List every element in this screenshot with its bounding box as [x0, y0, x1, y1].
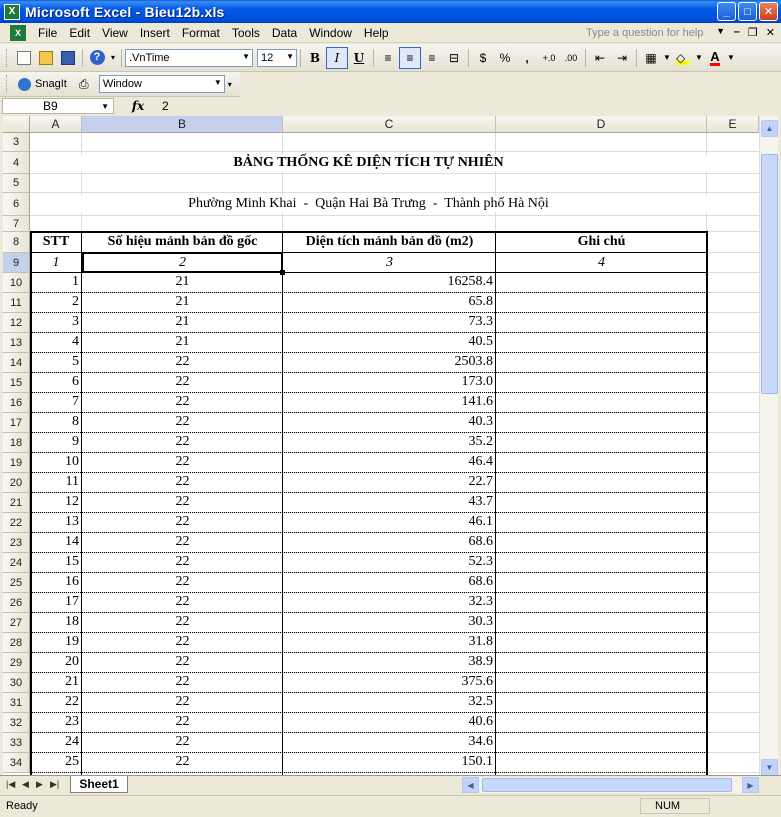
area-cell[interactable]: 40.5: [468, 334, 493, 349]
comma-button[interactable]: ,: [525, 50, 529, 65]
row-header-21[interactable]: 21: [3, 493, 30, 513]
table-border-vertical: [81, 231, 82, 775]
chevron-down-icon[interactable]: ▼: [695, 53, 703, 62]
column-header-e[interactable]: E: [707, 116, 759, 133]
sheet-subtitle: Phường Minh Khai - Quận Hai Bà Trưng - Thành phố Hà Nội: [30, 196, 707, 212]
row-header-19[interactable]: 19: [3, 453, 30, 473]
toolbar-options-icon[interactable]: ▾: [110, 53, 115, 62]
sheet-number-cell[interactable]: 21: [175, 314, 190, 329]
area-cell[interactable]: 40.3: [468, 414, 493, 429]
table-row-divider: [30, 552, 707, 553]
area-cell[interactable]: 34.6: [468, 734, 493, 749]
area-cell[interactable]: 68.6: [468, 574, 493, 589]
scroll-left-button[interactable]: ◀: [462, 777, 479, 793]
sheet-number-cell[interactable]: 22: [175, 494, 190, 509]
stt-cell[interactable]: 20: [65, 654, 79, 669]
currency-button[interactable]: $: [479, 50, 487, 65]
row-header-8[interactable]: 8: [3, 232, 30, 253]
stt-cell[interactable]: 9: [72, 434, 79, 449]
scroll-right-button[interactable]: ▶: [742, 777, 759, 793]
name-box[interactable]: [2, 98, 114, 114]
row-header-33[interactable]: 33: [3, 733, 30, 753]
sheet-number-cell[interactable]: 22: [175, 574, 190, 589]
minimize-button[interactable]: _: [717, 2, 736, 21]
table-row-divider: [30, 592, 707, 593]
name-box-value: B9: [43, 99, 58, 113]
sheet-number-cell[interactable]: 22: [175, 414, 190, 429]
row-header-5[interactable]: 5: [3, 174, 30, 193]
sheet-number-cell[interactable]: 22: [175, 714, 190, 729]
row-header-18[interactable]: 18: [3, 433, 30, 453]
doc-close-button[interactable]: ✕: [765, 27, 775, 39]
gridline: [30, 215, 759, 216]
scroll-down-button[interactable]: ▼: [761, 759, 778, 776]
area-cell[interactable]: 141.6: [461, 394, 493, 409]
window-title: Microsoft Excel - Bieu12b.xls: [25, 3, 225, 20]
sheet-number-cell[interactable]: 22: [175, 554, 190, 569]
area-cell[interactable]: 40.6: [468, 714, 493, 729]
scroll-thumb[interactable]: [482, 778, 732, 792]
chevron-down-icon[interactable]: ▼: [663, 53, 671, 62]
scroll-thumb[interactable]: [761, 154, 778, 394]
table-row-divider: [30, 452, 707, 453]
sheet-number-cell[interactable]: 22: [175, 694, 190, 709]
table-border-vertical: [30, 231, 32, 775]
font-name-select[interactable]: [125, 49, 253, 67]
sheet-number-cell[interactable]: 22: [175, 594, 190, 609]
area-cell[interactable]: 150.1: [461, 754, 493, 769]
horizontal-scrollbar[interactable]: [462, 777, 759, 793]
stt-cell[interactable]: 21: [65, 674, 79, 689]
menu-edit[interactable]: Edit: [69, 25, 91, 40]
table-border-vertical: [282, 231, 283, 775]
gridline: [30, 173, 759, 174]
next-sheet-button[interactable]: ▶: [36, 779, 43, 789]
table-row-divider: [30, 532, 707, 533]
row-header-22[interactable]: 22: [3, 513, 30, 533]
fill-handle[interactable]: [280, 270, 285, 275]
stt-cell[interactable]: 8: [72, 414, 79, 429]
toolbar-grip[interactable]: [6, 75, 9, 93]
fill-color-icon[interactable]: ◇: [672, 47, 694, 69]
borders-icon[interactable]: ▦: [645, 50, 657, 65]
column-header-d[interactable]: D: [496, 116, 707, 133]
open-icon[interactable]: [35, 47, 57, 69]
row-header-14[interactable]: 14: [3, 353, 30, 373]
area-cell[interactable]: 52.3: [468, 554, 493, 569]
sheet-number-cell[interactable]: 22: [175, 614, 190, 629]
underline-button[interactable]: U: [353, 50, 365, 65]
area-cell[interactable]: 32.3: [468, 594, 493, 609]
area-cell[interactable]: 22.7: [468, 474, 493, 489]
table-row-divider: [30, 732, 707, 733]
row-header-34[interactable]: 34: [3, 753, 30, 773]
stt-cell[interactable]: 11: [65, 474, 79, 489]
area-cell[interactable]: 32.5: [468, 694, 493, 709]
row-header-11[interactable]: 11: [3, 293, 30, 313]
chevron-down-icon[interactable]: ▼: [727, 53, 735, 62]
gridline: [30, 151, 759, 152]
formula-bar: [0, 97, 781, 115]
sheet-number-cell[interactable]: 22: [175, 534, 190, 549]
sheet-tab-bar: [0, 775, 781, 794]
gridline: [30, 192, 759, 193]
table-header-cell: STT: [42, 234, 70, 249]
save-icon[interactable]: [57, 47, 79, 69]
stt-cell[interactable]: 17: [65, 594, 79, 609]
area-cell[interactable]: 30.3: [468, 614, 493, 629]
table-header-cell: Ghi chú: [577, 234, 626, 249]
status-ready: Ready: [6, 800, 38, 812]
area-cell[interactable]: 73.3: [468, 314, 493, 329]
column-index-cell[interactable]: 2: [179, 255, 186, 270]
stt-cell[interactable]: 7: [72, 394, 79, 409]
first-sheet-button[interactable]: |◀: [6, 779, 16, 789]
sheet-number-cell[interactable]: 22: [175, 374, 190, 389]
excel-icon[interactable]: X: [4, 4, 20, 20]
area-cell[interactable]: 173.0: [461, 374, 493, 389]
doc-restore-button[interactable]: ❐: [747, 27, 758, 39]
table-border-vertical: [495, 231, 496, 775]
table-row-divider: [30, 292, 707, 293]
row-header-13[interactable]: 13: [3, 333, 30, 353]
sheet-number-cell[interactable]: 22: [175, 354, 190, 369]
workbook-icon[interactable]: X: [10, 25, 26, 41]
row-header-20[interactable]: 20: [3, 473, 30, 493]
table-row-divider: [30, 372, 707, 373]
spreadsheet-grid[interactable]: [3, 116, 759, 775]
row-header-15[interactable]: 15: [3, 373, 30, 393]
area-cell[interactable]: 46.4: [468, 454, 493, 469]
chevron-down-icon: ▼: [101, 102, 109, 111]
align-center-icon[interactable]: ≡: [399, 47, 421, 69]
table-row-divider: [30, 492, 707, 493]
area-cell[interactable]: 43.7: [468, 494, 493, 509]
area-cell[interactable]: 16258.4: [447, 274, 493, 289]
table-row-divider: [30, 632, 707, 633]
area-cell[interactable]: 375.6: [461, 674, 493, 689]
column-header-b[interactable]: B: [82, 116, 283, 133]
table-row-divider: [30, 652, 707, 653]
snagit-button[interactable]: SnagIt: [35, 78, 67, 90]
row-header-7[interactable]: 7: [3, 216, 30, 232]
percent-button[interactable]: %: [499, 50, 511, 65]
align-right-icon[interactable]: ≡: [428, 50, 436, 65]
stt-cell[interactable]: 1: [72, 274, 79, 289]
num-lock-indicator: NUM: [640, 798, 710, 814]
insert-function-button[interactable]: fx: [131, 99, 145, 113]
row-header-9[interactable]: 9: [3, 253, 30, 273]
menu-window[interactable]: Window: [309, 25, 352, 40]
formula-input[interactable]: 2: [162, 99, 169, 113]
sheet-number-cell[interactable]: 21: [175, 274, 190, 289]
sheet-number-cell[interactable]: 22: [175, 754, 190, 769]
row-header-16[interactable]: 16: [3, 393, 30, 413]
chevron-down-icon[interactable]: ▼: [716, 26, 725, 36]
row-header-30[interactable]: 30: [3, 673, 30, 693]
close-button[interactable]: ✕: [759, 2, 778, 21]
area-cell[interactable]: 38.9: [468, 654, 493, 669]
table-row-divider: [30, 772, 707, 773]
table-row-divider: [30, 712, 707, 713]
menu-bar: [0, 23, 781, 43]
merge-center-icon[interactable]: ⊟: [448, 50, 460, 65]
sheet-number-cell[interactable]: 22: [175, 434, 190, 449]
snagit-capture-icon[interactable]: ⎙: [79, 76, 89, 91]
stt-cell[interactable]: 24: [65, 734, 79, 749]
snagit-icon[interactable]: [13, 73, 35, 95]
stt-cell[interactable]: 5: [72, 354, 79, 369]
row-header-12[interactable]: 12: [3, 313, 30, 333]
stt-cell[interactable]: 16: [65, 574, 79, 589]
row-header-28[interactable]: 28: [3, 633, 30, 653]
font-color-icon[interactable]: A: [710, 48, 720, 64]
table-border-vertical: [706, 231, 708, 775]
stt-cell[interactable]: 25: [65, 754, 79, 769]
area-cell[interactable]: 2503.8: [454, 354, 493, 369]
table-row-divider: [30, 572, 707, 573]
row-header-26[interactable]: 26: [3, 593, 30, 613]
decrease-indent-icon[interactable]: ⇤: [594, 50, 606, 65]
row-header-25[interactable]: 25: [3, 573, 30, 593]
area-cell[interactable]: 46.1: [468, 514, 493, 529]
select-all-corner[interactable]: [3, 116, 30, 133]
snagit-window-value: Window: [102, 78, 142, 90]
row-header-4[interactable]: 4: [3, 152, 30, 174]
last-sheet-button[interactable]: ▶|: [50, 779, 60, 789]
chevron-down-icon: ▼: [242, 51, 250, 61]
area-cell[interactable]: 65.8: [468, 294, 493, 309]
sheet-number-cell[interactable]: 21: [175, 294, 190, 309]
menu-file[interactable]: File: [38, 25, 58, 40]
menu-tools[interactable]: Tools: [231, 25, 260, 40]
font-size-select[interactable]: [257, 49, 297, 67]
menu-view[interactable]: View: [102, 25, 128, 40]
stt-cell[interactable]: 10: [65, 454, 79, 469]
row-header-23[interactable]: 23: [3, 533, 30, 553]
menu-help[interactable]: Help: [363, 25, 389, 40]
table-header-cell: Diện tích mảnh bản đồ (m2): [305, 234, 474, 249]
column-index-cell[interactable]: 3: [386, 255, 393, 270]
snagit-window-select[interactable]: [99, 75, 225, 93]
decrease-decimal-button[interactable]: .00: [564, 52, 578, 63]
scroll-up-button[interactable]: ▲: [761, 120, 778, 137]
table-row-divider: [30, 692, 707, 693]
table-row-divider: [30, 412, 707, 413]
table-row-divider: [30, 312, 707, 313]
table-row-divider: [30, 612, 707, 613]
increase-indent-icon[interactable]: ⇥: [616, 50, 628, 65]
table-row-divider: [30, 332, 707, 333]
stt-cell[interactable]: 14: [65, 534, 79, 549]
row-header-10[interactable]: 10: [3, 273, 30, 293]
stt-cell[interactable]: 13: [65, 514, 79, 529]
row-header-24[interactable]: 24: [3, 553, 30, 573]
tab-sheet1[interactable]: Sheet1: [70, 776, 128, 793]
table-row-divider: [30, 352, 707, 353]
stt-cell[interactable]: 2: [72, 294, 79, 309]
sheet-number-cell[interactable]: 22: [175, 674, 190, 689]
area-cell[interactable]: 35.2: [468, 434, 493, 449]
stt-cell[interactable]: 4: [72, 334, 79, 349]
stt-cell[interactable]: 6: [72, 374, 79, 389]
increase-decimal-button[interactable]: +.0: [542, 52, 556, 63]
bold-button[interactable]: B: [309, 50, 321, 65]
maximize-button[interactable]: □: [738, 2, 757, 21]
menu-data[interactable]: Data: [271, 25, 298, 40]
sheet-number-cell[interactable]: 22: [175, 514, 190, 529]
column-header-a[interactable]: A: [30, 116, 82, 133]
table-row-divider: [30, 752, 707, 753]
align-left-icon[interactable]: ≡: [384, 50, 392, 65]
stt-cell[interactable]: 15: [65, 554, 79, 569]
help-search-input[interactable]: Type a question for help: [586, 27, 704, 39]
stt-cell[interactable]: 19: [65, 634, 79, 649]
stt-cell[interactable]: 22: [65, 694, 79, 709]
sheet-number-cell[interactable]: 22: [175, 634, 190, 649]
row-header-29[interactable]: 29: [3, 653, 30, 673]
new-icon[interactable]: [13, 47, 35, 69]
table-row-divider: [30, 512, 707, 513]
table-header-cell: Số hiệu mảnh bản đồ gốc: [107, 234, 258, 249]
toolbar-options-icon[interactable]: ▾: [227, 79, 232, 89]
sheet-number-cell[interactable]: 22: [175, 474, 190, 489]
table-row-divider: [30, 392, 707, 393]
sheet-number-cell[interactable]: 22: [175, 454, 190, 469]
formatting-toolbar: [0, 44, 781, 72]
prev-sheet-button[interactable]: ◀: [22, 779, 29, 789]
table-row-divider: [30, 672, 707, 673]
snagit-toolbar: [0, 72, 240, 97]
chevron-down-icon: ▼: [213, 78, 222, 87]
area-cell[interactable]: 31.8: [468, 634, 493, 649]
menu-format[interactable]: Format: [181, 25, 220, 40]
vertical-scrollbar[interactable]: [759, 116, 778, 775]
row-header-32[interactable]: 32: [3, 713, 30, 733]
row-header-31[interactable]: 31: [3, 693, 30, 713]
sheet-number-cell[interactable]: 22: [175, 734, 190, 749]
stt-cell[interactable]: 3: [72, 314, 79, 329]
stt-cell[interactable]: 12: [65, 494, 79, 509]
table-border-top: [30, 231, 708, 233]
italic-button[interactable]: I: [326, 47, 348, 69]
table-row-divider: [30, 432, 707, 433]
column-header-c[interactable]: C: [283, 116, 496, 133]
font-name-value: .VnTime: [129, 51, 170, 64]
area-cell[interactable]: 68.6: [468, 534, 493, 549]
title-bar: [0, 0, 781, 23]
help-icon[interactable]: ?: [86, 47, 108, 69]
row-header-3[interactable]: 3: [3, 133, 30, 152]
sheet-number-cell[interactable]: 22: [175, 394, 190, 409]
sheet-number-cell[interactable]: 22: [175, 654, 190, 669]
stt-cell[interactable]: 23: [65, 714, 79, 729]
chevron-down-icon: ▼: [286, 51, 294, 61]
row-header-27[interactable]: 27: [3, 613, 30, 633]
doc-minimize-button[interactable]: –: [733, 26, 740, 38]
active-cell-outline[interactable]: [82, 252, 283, 273]
sheet-title: BẢNG THỐNG KÊ DIỆN TÍCH TỰ NHIÊN: [30, 155, 707, 171]
font-size-value: 12: [261, 51, 274, 64]
sheet-number-cell[interactable]: 21: [175, 334, 190, 349]
stt-cell[interactable]: 18: [65, 614, 79, 629]
row-header-17[interactable]: 17: [3, 413, 30, 433]
menu-insert[interactable]: Insert: [139, 25, 170, 40]
column-index-cell[interactable]: 4: [598, 255, 605, 270]
status-bar: [0, 795, 781, 817]
toolbar-grip[interactable]: [6, 49, 9, 67]
table-row-divider: [30, 472, 707, 473]
column-index-cell[interactable]: 1: [52, 255, 60, 270]
row-header-6[interactable]: 6: [3, 193, 30, 216]
